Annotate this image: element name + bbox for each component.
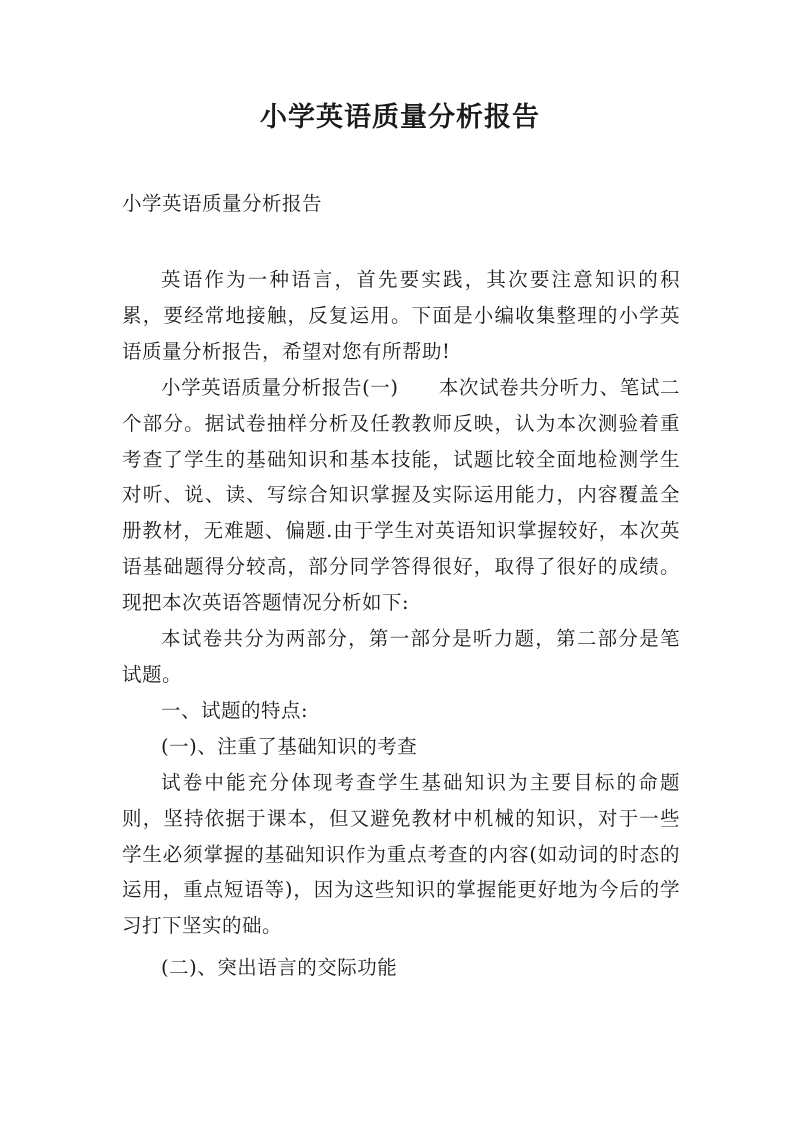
document-body (122, 262, 680, 986)
paragraph-test-parts: 本试卷共分为两部分，第一部分是听力题，第二部分是笔试题。 (122, 627, 680, 686)
subsection-heading-communication: (二)、突出语言的交际功能 (161, 956, 398, 980)
document-subtitle: 小学英语质量分析报告 (122, 192, 323, 215)
subsection-heading-basics: (一)、注重了基础知识的考查 (161, 734, 418, 758)
section-heading-features: 一、试题的特点: (161, 698, 309, 722)
paragraph-intro: 英语作为一种语言，首先要实践，其次要注意知识的积累，要经常地接触，反复运用。下面是小编收集整理的小学英语质量分析报告，希望对您有所帮助! (122, 268, 680, 363)
document-title: 小学英语质量分析报告 (260, 102, 540, 133)
paragraph-report-one: 小学英语质量分析报告(一) 本次试卷共分听力、笔试二个部分。据试卷抽样分析及任教教师反映，认为本次测验着重考查了学生的基础知识和基本技能，试题比较全面地检测学生对听、说、读、写综合知识掌握及实际运用能力，内容覆盖全册教材，无难题、偏题.由于学生对英语知识掌握较好，本次英语基础题得分较高，部分同学答得很好，取得了很好的成绩。现把本次英语答题情况分析如下: (122, 375, 680, 615)
paragraph-basics: 试卷中能充分体现考查学生基础知识为主要目标的命题则，坚持依据于课本，但又避免教材中机械的知识，对于一些学生必须掌握的基础知识作为重点考查的内容(如动词的时态的运用，重点短语等)，因为这些知识的掌握能更好地为今后的学习打下坚实的础。 (122, 770, 680, 938)
